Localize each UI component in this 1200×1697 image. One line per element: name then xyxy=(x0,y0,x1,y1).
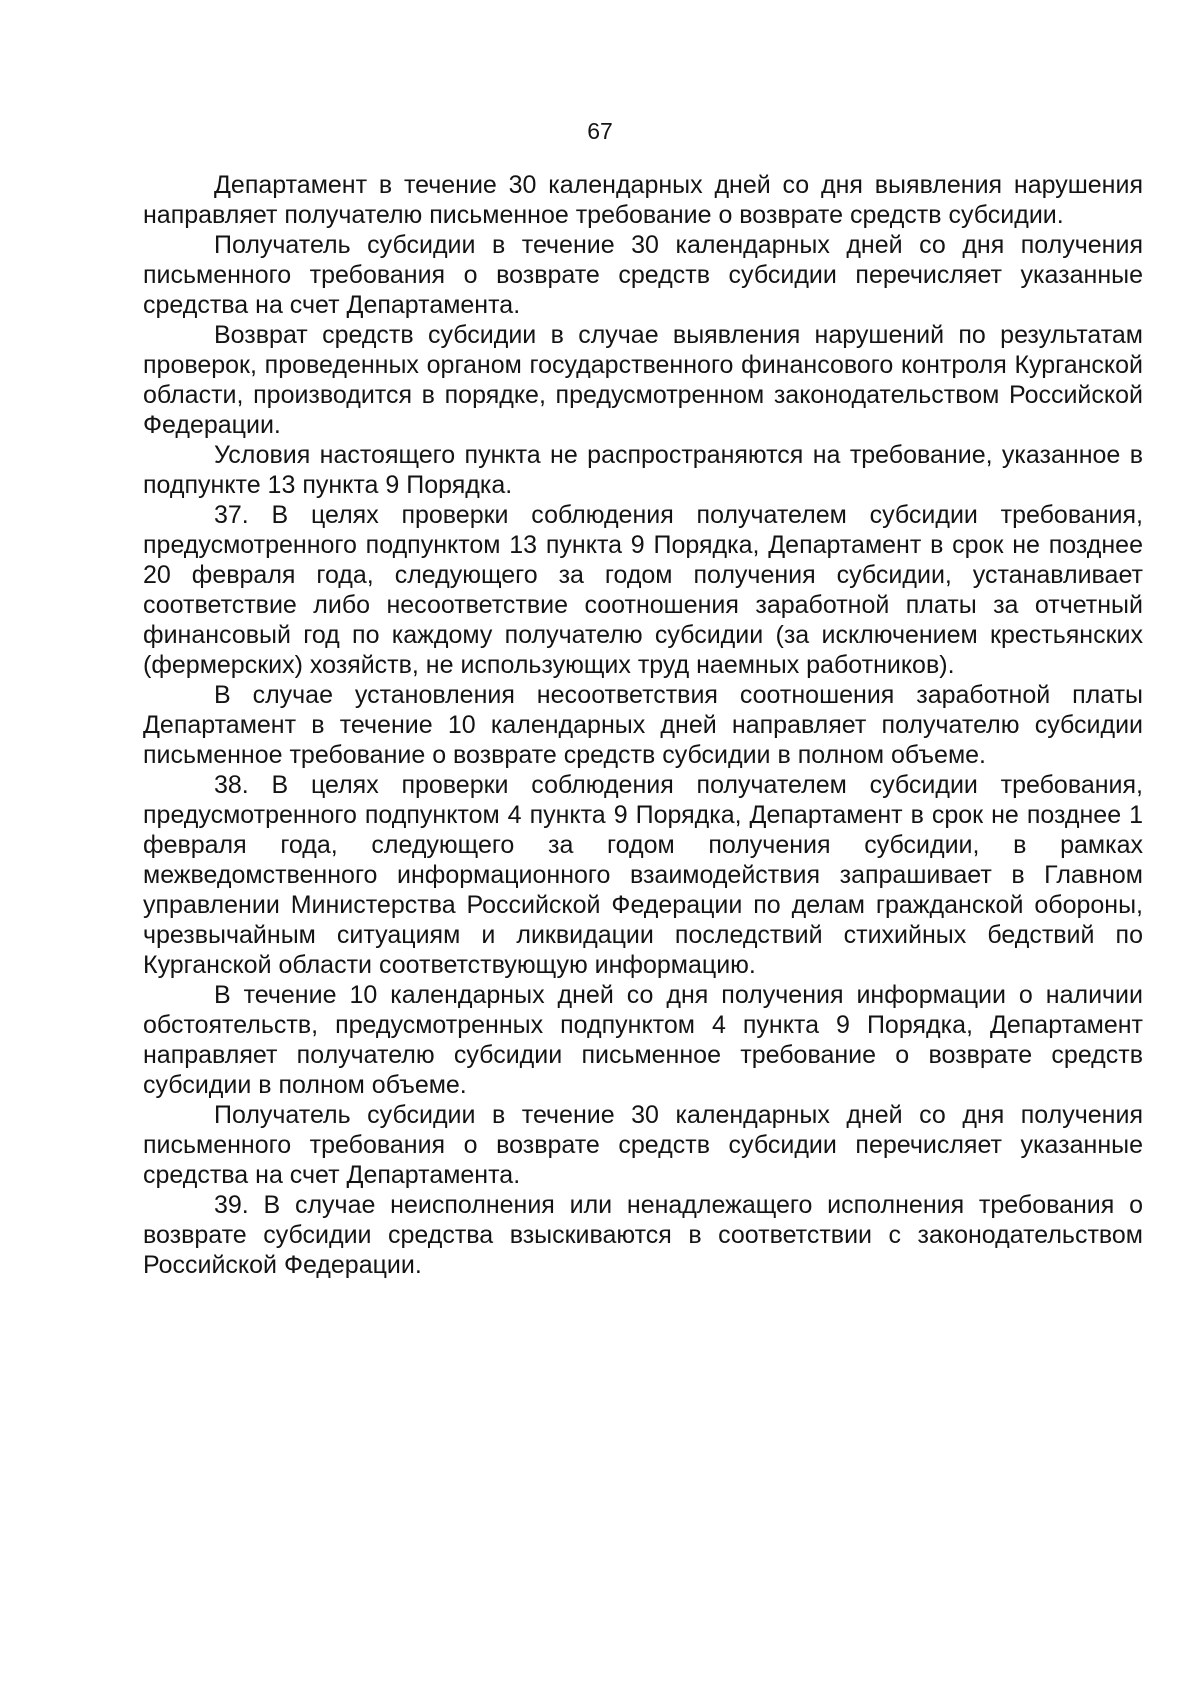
paragraph-violation-notice: Департамент в течение 30 календарных дней со дня выявления нарушения направляет получателю письменное требование о возврате средств субсидии. xyxy=(143,171,1143,229)
paragraph-refund-transfer: Получатель субсидии в течение 30 календарных дней со дня получения письменного требования о возврате средств субсидии перечисляет указанные средства на счет Департамента. xyxy=(143,231,1143,319)
paragraph-wage-mismatch: В случае установления несоответствия соотношения заработной платы Департамент в течение 10 календарных дней направляет получателю субсидии письменное требование о возврате средств субсидии в полном объеме. xyxy=(143,681,1143,769)
paragraph-exception-condition: Условия настоящего пункта не распространяются на требование, указанное в подпункте 13 пункта 9 Порядка. xyxy=(143,441,1143,499)
paragraph-refund-transfer-repeat: Получатель субсидии в течение 30 календарных дней со дня получения письменного требования о возврате средств субсидии перечисляет указанные средства на счет Департамента. xyxy=(143,1101,1143,1189)
paragraph-item-39: 39. В случае неисполнения или ненадлежащего исполнения требования о возврате субсидии средства взыскиваются в соответствии с законодательством Российской Федерации. xyxy=(143,1191,1143,1279)
page-number: 67 xyxy=(587,118,613,144)
paragraph-item-38: 38. В целях проверки соблюдения получателем субсидии требования, предусмотренного подпунктом 4 пункта 9 Порядка, Департамент в срок не позднее 1 февраля года, следующего за годом получения субсидии, в рамках межведомственного информационного взаимодействия запрашивает в Главном управлении Министерства Российской Федерации по делам гражданской обороны, чрезвычайным ситуациям и ликвидации последствий стихийных бедствий по Курганской области соответствующую информацию. xyxy=(143,771,1143,979)
paragraph-circumstances-notice: В течение 10 календарных дней со дня получения информации о наличии обстоятельств, предусмотренных подпунктом 4 пункта 9 Порядка, Департамент направляет получателю субсидии письменное требование о возврате средств субсидии в полном объеме. xyxy=(143,981,1143,1099)
paragraph-item-37: 37. В целях проверки соблюдения получателем субсидии требования, предусмотренного подпунктом 13 пункта 9 Порядка, Департамент в срок не позднее 20 февраля года, следующего за годом получения субсидии, устанавливает соответствие либо несоответствие соотношения заработной платы за отчетный финансовый год по каждому получателю субсидии (за исключением крестьянских (фермерских) хозяйств, не использующих труд наемных работников). xyxy=(143,501,1143,679)
paragraph-refund-after-audit: Возврат средств субсидии в случае выявления нарушений по результатам проверок, проведенных органом государственного финансового контроля Курганской области, производится в порядке, предусмотренном законодательством Российской Федерации. xyxy=(143,321,1143,439)
document-body xyxy=(143,170,1143,1280)
